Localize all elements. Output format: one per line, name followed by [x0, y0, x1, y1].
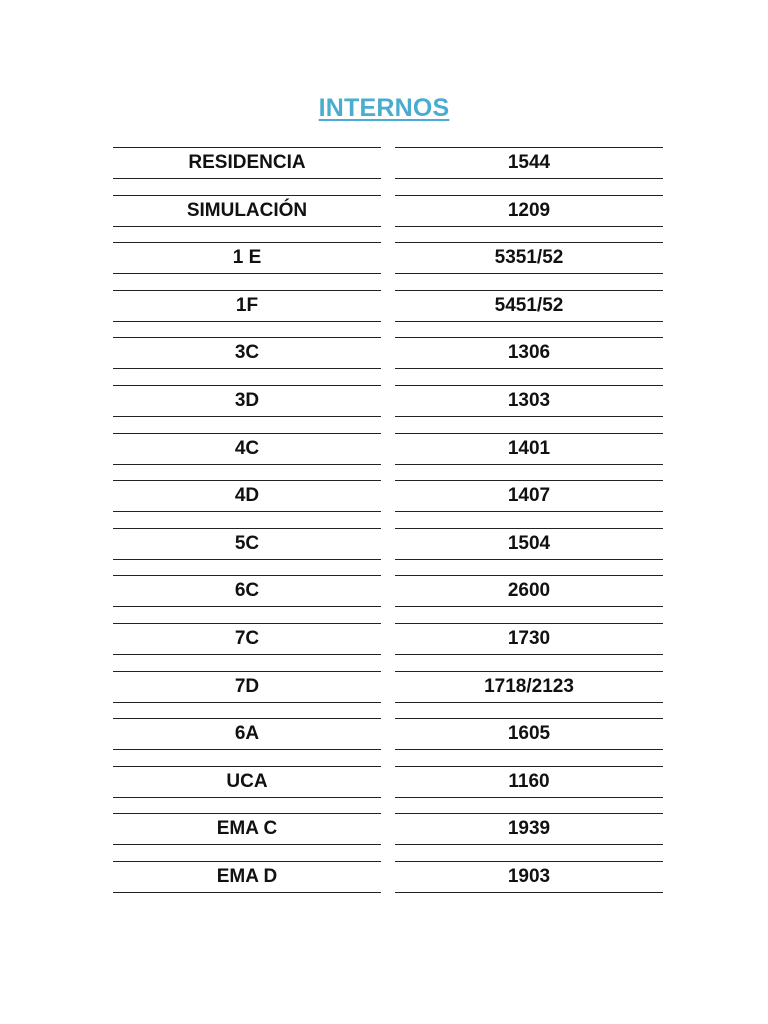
table-row	[113, 385, 663, 433]
extension-cell: 1730	[395, 623, 663, 655]
location-cell: 1F	[113, 290, 381, 322]
extension-cell: 1303	[395, 385, 663, 417]
extension-cell: 1401	[395, 433, 663, 465]
table-row	[113, 575, 663, 623]
table-row	[113, 480, 663, 528]
location-cell: 7D	[113, 671, 381, 703]
location-cell: 4D	[113, 480, 381, 512]
table-row	[113, 623, 663, 671]
table-row	[113, 290, 663, 338]
table-row	[113, 528, 663, 576]
extension-cell: 1544	[395, 147, 663, 179]
extensions-table	[113, 147, 663, 909]
table-row	[113, 718, 663, 766]
table-row	[113, 147, 663, 195]
table-row	[113, 861, 663, 909]
extension-cell: 1209	[395, 195, 663, 227]
extension-cell: 1504	[395, 528, 663, 560]
table-row	[113, 433, 663, 481]
extension-cell: 1160	[395, 766, 663, 798]
extension-cell: 5351/52	[395, 242, 663, 274]
table-row	[113, 195, 663, 243]
location-cell: 5C	[113, 528, 381, 560]
location-cell: SIMULACIÓN	[113, 195, 381, 227]
extension-cell: 1407	[395, 480, 663, 512]
extension-cell: 5451/52	[395, 290, 663, 322]
page-title: INTERNOS	[318, 94, 450, 122]
table-row	[113, 813, 663, 861]
extension-cell: 2600	[395, 575, 663, 607]
location-cell: UCA	[113, 766, 381, 798]
location-cell: 6C	[113, 575, 381, 607]
extension-cell: 1306	[395, 337, 663, 369]
table-row	[113, 671, 663, 719]
extension-cell: 1718/2123	[395, 671, 663, 703]
location-cell: EMA C	[113, 813, 381, 845]
location-cell: 3D	[113, 385, 381, 417]
table-row	[113, 766, 663, 814]
location-cell: EMA D	[113, 861, 381, 893]
location-cell: 6A	[113, 718, 381, 750]
extension-cell: 1605	[395, 718, 663, 750]
extension-cell: 1939	[395, 813, 663, 845]
location-cell: 3C	[113, 337, 381, 369]
extension-cell: 1903	[395, 861, 663, 893]
location-cell: 1 E	[113, 242, 381, 274]
location-cell: 4C	[113, 433, 381, 465]
location-cell: RESIDENCIA	[113, 147, 381, 179]
table-row	[113, 337, 663, 385]
location-cell: 7C	[113, 623, 381, 655]
table-row	[113, 242, 663, 290]
